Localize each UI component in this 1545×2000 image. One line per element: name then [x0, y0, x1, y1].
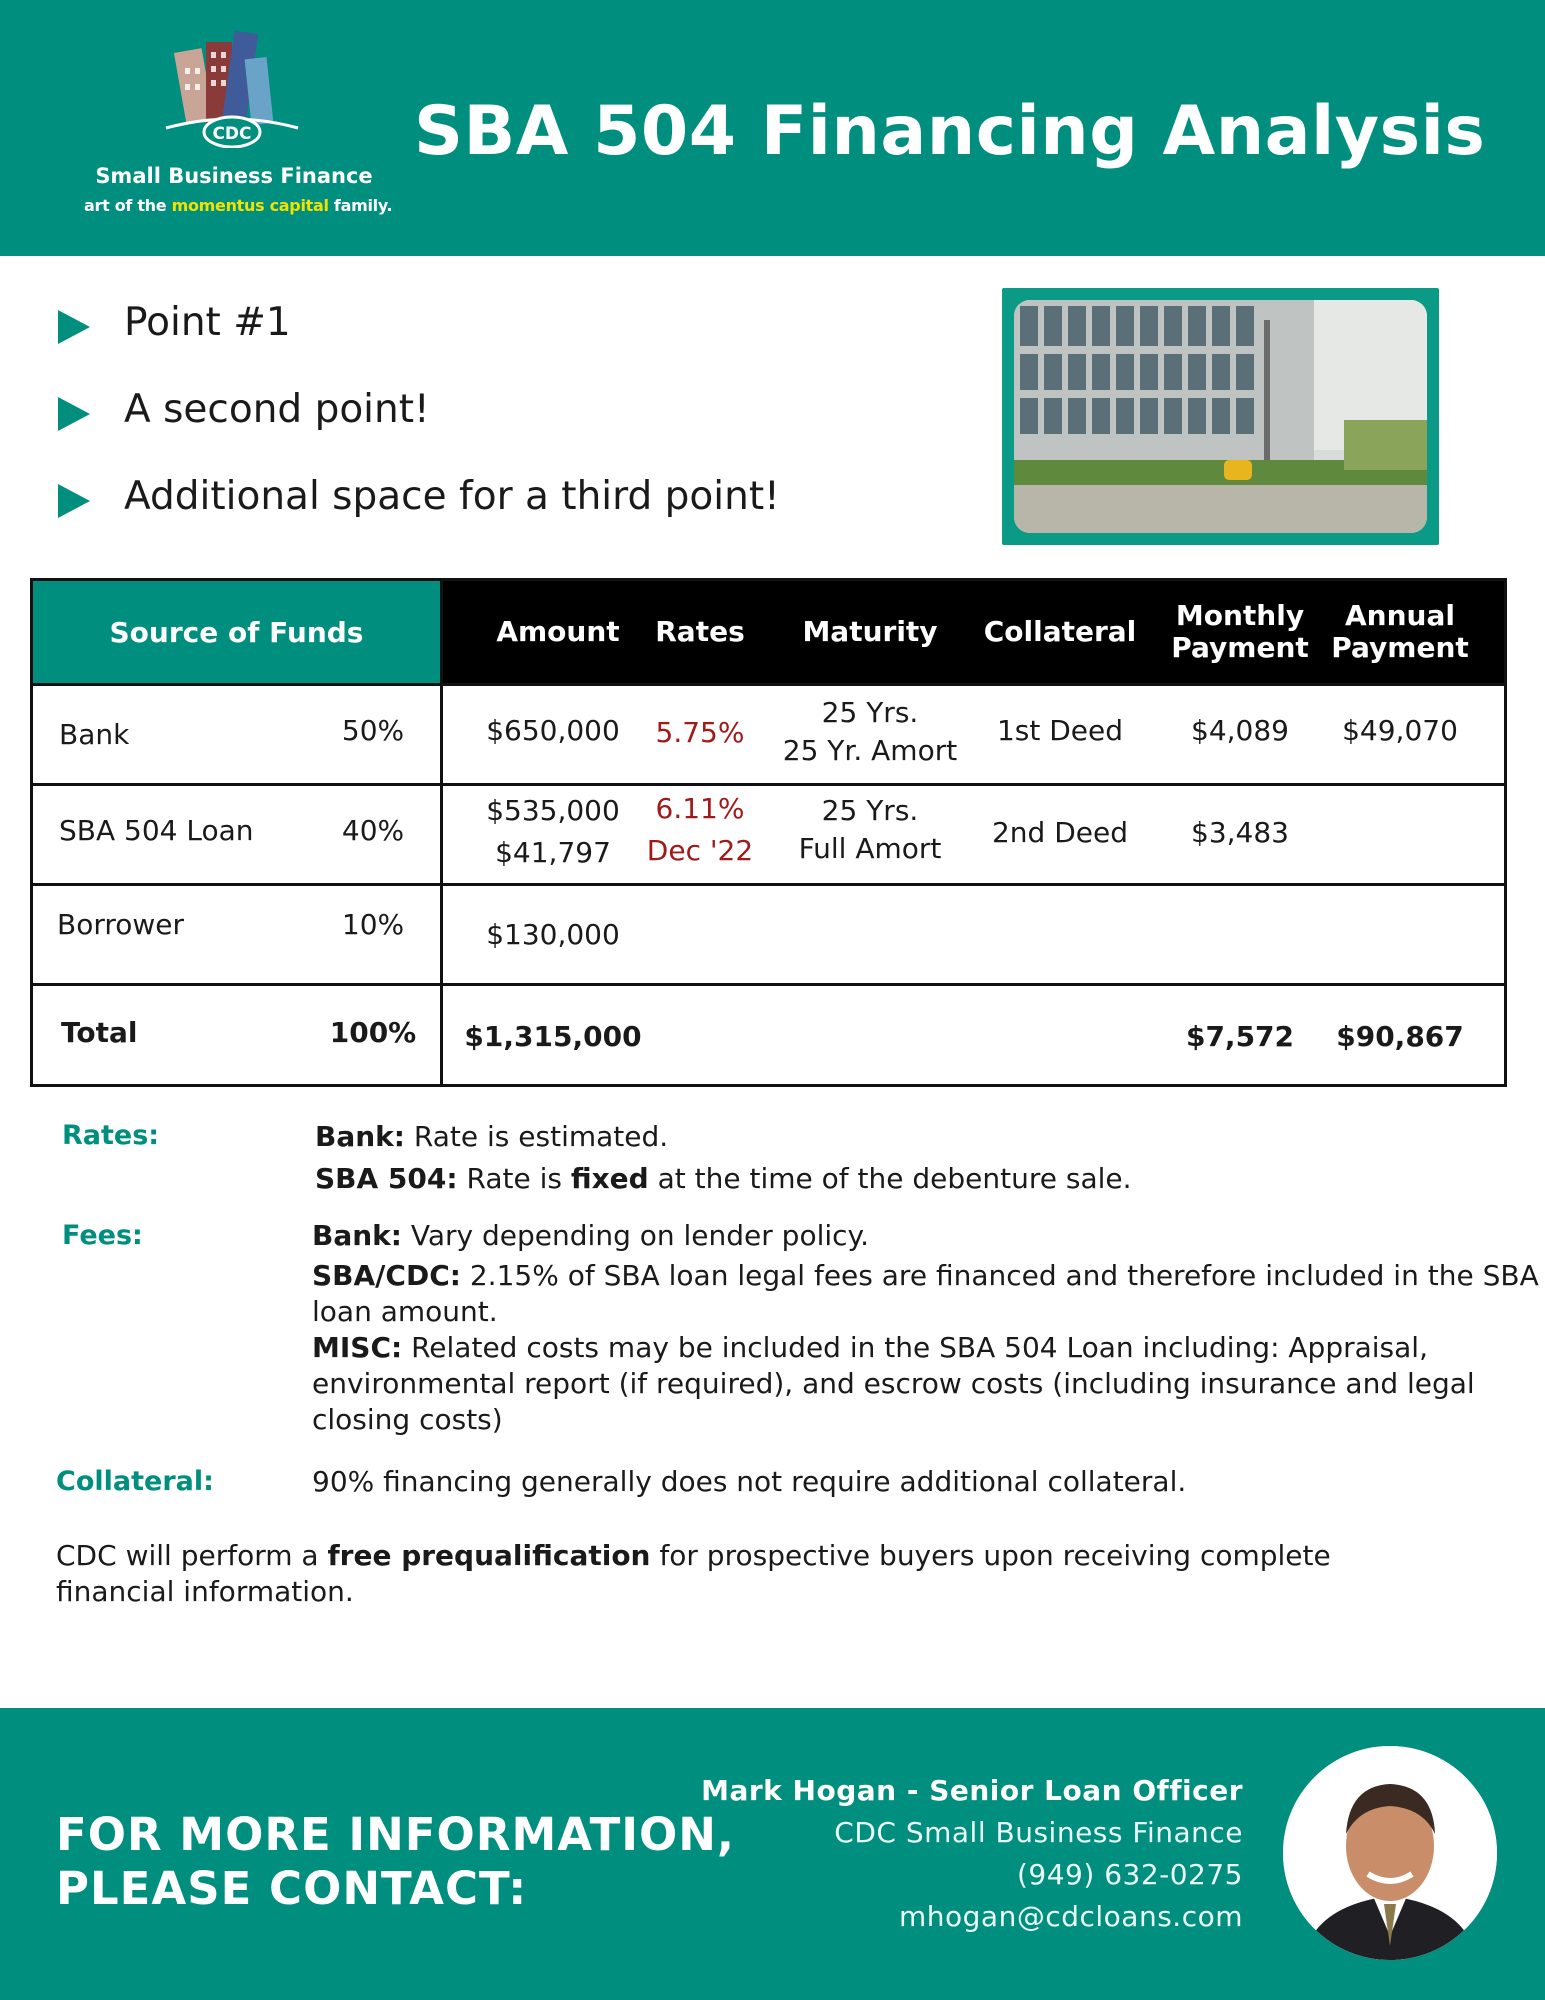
total-percent: 100%	[329, 1016, 417, 1049]
total-annual-payment: $90,867	[1336, 1020, 1464, 1053]
contact-name: Mark Hogan - Senior Loan Officer	[701, 1774, 1243, 1807]
table-header-row	[440, 581, 1504, 683]
fees-note-misc: MISC: Related costs may be included in the SBA 504 Loan including: Appraisal, environmental report (if required), and escrow costs (including insurance and legal closing costs)	[312, 1331, 1475, 1436]
row-divider	[33, 683, 1504, 686]
bullet-triangle-icon	[58, 310, 90, 344]
monthly-payment-value: $3,483	[1191, 816, 1289, 849]
rate-value: 5.75%	[655, 716, 745, 749]
rates-note-label: Rates:	[62, 1120, 160, 1151]
fees-note-bank: Bank: Vary depending on lender policy.	[312, 1219, 870, 1252]
fees-note-label: Fees:	[62, 1220, 143, 1251]
avatar	[1283, 1746, 1497, 1960]
column-divider	[440, 581, 443, 1084]
bullet-text: A second point!	[124, 387, 430, 432]
prequalification-note: CDC will perform a free prequalification for prospective buyers upon receiving complete financial information.	[56, 1539, 1331, 1608]
contact-call-to-action: FOR MORE INFORMATION, PLEASE CONTACT:	[56, 1808, 736, 1915]
source-name: Borrower	[57, 908, 185, 941]
row-divider	[33, 983, 1504, 986]
header-amount: Amount	[496, 615, 620, 648]
rates-note-bank: Bank: Rate is estimated.	[315, 1120, 669, 1153]
header-annual-payment: Annual Payment	[1331, 599, 1469, 664]
sources-of-funds-table	[30, 578, 1507, 1087]
monthly-payment-value: $4,089	[1191, 714, 1289, 747]
amortization-value: 25 Yr. Amort	[782, 734, 958, 767]
bullet-text: Point #1	[124, 300, 291, 345]
total-monthly-payment: $7,572	[1185, 1020, 1295, 1053]
annual-payment-value: $49,070	[1342, 714, 1458, 747]
total-amount: $1,315,000	[464, 1020, 642, 1053]
logo-company-name: Small Business Finance	[95, 164, 373, 188]
amount-value-secondary: $41,797	[495, 836, 611, 869]
rate-value: 6.11%	[655, 792, 745, 825]
source-percent: 10%	[341, 908, 405, 941]
collateral-note-label: Collateral:	[56, 1466, 214, 1497]
amount-value: $535,000	[486, 794, 620, 827]
row-divider	[33, 783, 1504, 786]
collateral-value: 2nd Deed	[991, 816, 1129, 849]
contact-email[interactable]: mhogan@cdcloans.com	[899, 1900, 1243, 1933]
city-buildings-logo-icon	[162, 28, 302, 148]
collateral-value: 1st Deed	[996, 714, 1124, 747]
contact-phone[interactable]: (949) 632-0275	[1017, 1858, 1243, 1891]
source-name: Bank	[59, 718, 130, 751]
header-banner	[0, 0, 1545, 256]
building-photo-frame	[1002, 288, 1439, 545]
maturity-value: 25 Yrs.	[821, 696, 919, 729]
contact-footer	[0, 1708, 1545, 2000]
bullet-text: Additional space for a third point!	[124, 474, 780, 519]
total-label: Total	[61, 1016, 138, 1049]
amortization-value: Full Amort	[798, 832, 942, 865]
header-monthly-payment: Monthly Payment	[1171, 599, 1309, 664]
collateral-note-text: 90% financing generally does not require additional collateral.	[312, 1465, 1187, 1498]
header-rates: Rates	[655, 615, 745, 648]
maturity-value: 25 Yrs.	[821, 794, 919, 827]
amount-value: $650,000	[486, 714, 620, 747]
bullet-triangle-icon	[58, 484, 90, 518]
header-source-of-funds: Source of Funds	[33, 581, 440, 683]
contact-company: CDC Small Business Finance	[834, 1816, 1243, 1849]
portrait-photo	[1283, 1746, 1497, 1960]
source-name: SBA 504 Loan	[59, 814, 254, 847]
source-percent: 50%	[341, 714, 405, 747]
rates-note-sba: SBA 504: Rate is fixed at the time of the debenture sale.	[315, 1162, 1132, 1195]
source-percent: 40%	[341, 814, 405, 847]
amount-value: $130,000	[486, 918, 620, 951]
cdc-logo	[84, 28, 393, 228]
bullet-triangle-icon	[58, 397, 90, 431]
page-title: SBA 504 Financing Analysis	[414, 92, 1486, 171]
logo-tagline: art of the momentus capital family.	[84, 196, 393, 215]
contact-details	[701, 1770, 1243, 1938]
logo-tagline-brand: momentus capital	[171, 196, 329, 215]
logo-badge-text: CDC	[212, 124, 252, 144]
office-building-photo	[1014, 300, 1427, 533]
header-collateral: Collateral	[983, 615, 1137, 648]
header-maturity: Maturity	[802, 615, 938, 648]
row-divider	[33, 883, 1504, 886]
fees-note-sba-cdc: SBA/CDC: 2.15% of SBA loan legal fees are financed and therefore included in the SBA loan amount.	[312, 1259, 1539, 1328]
rate-date: Dec '22	[646, 834, 754, 867]
